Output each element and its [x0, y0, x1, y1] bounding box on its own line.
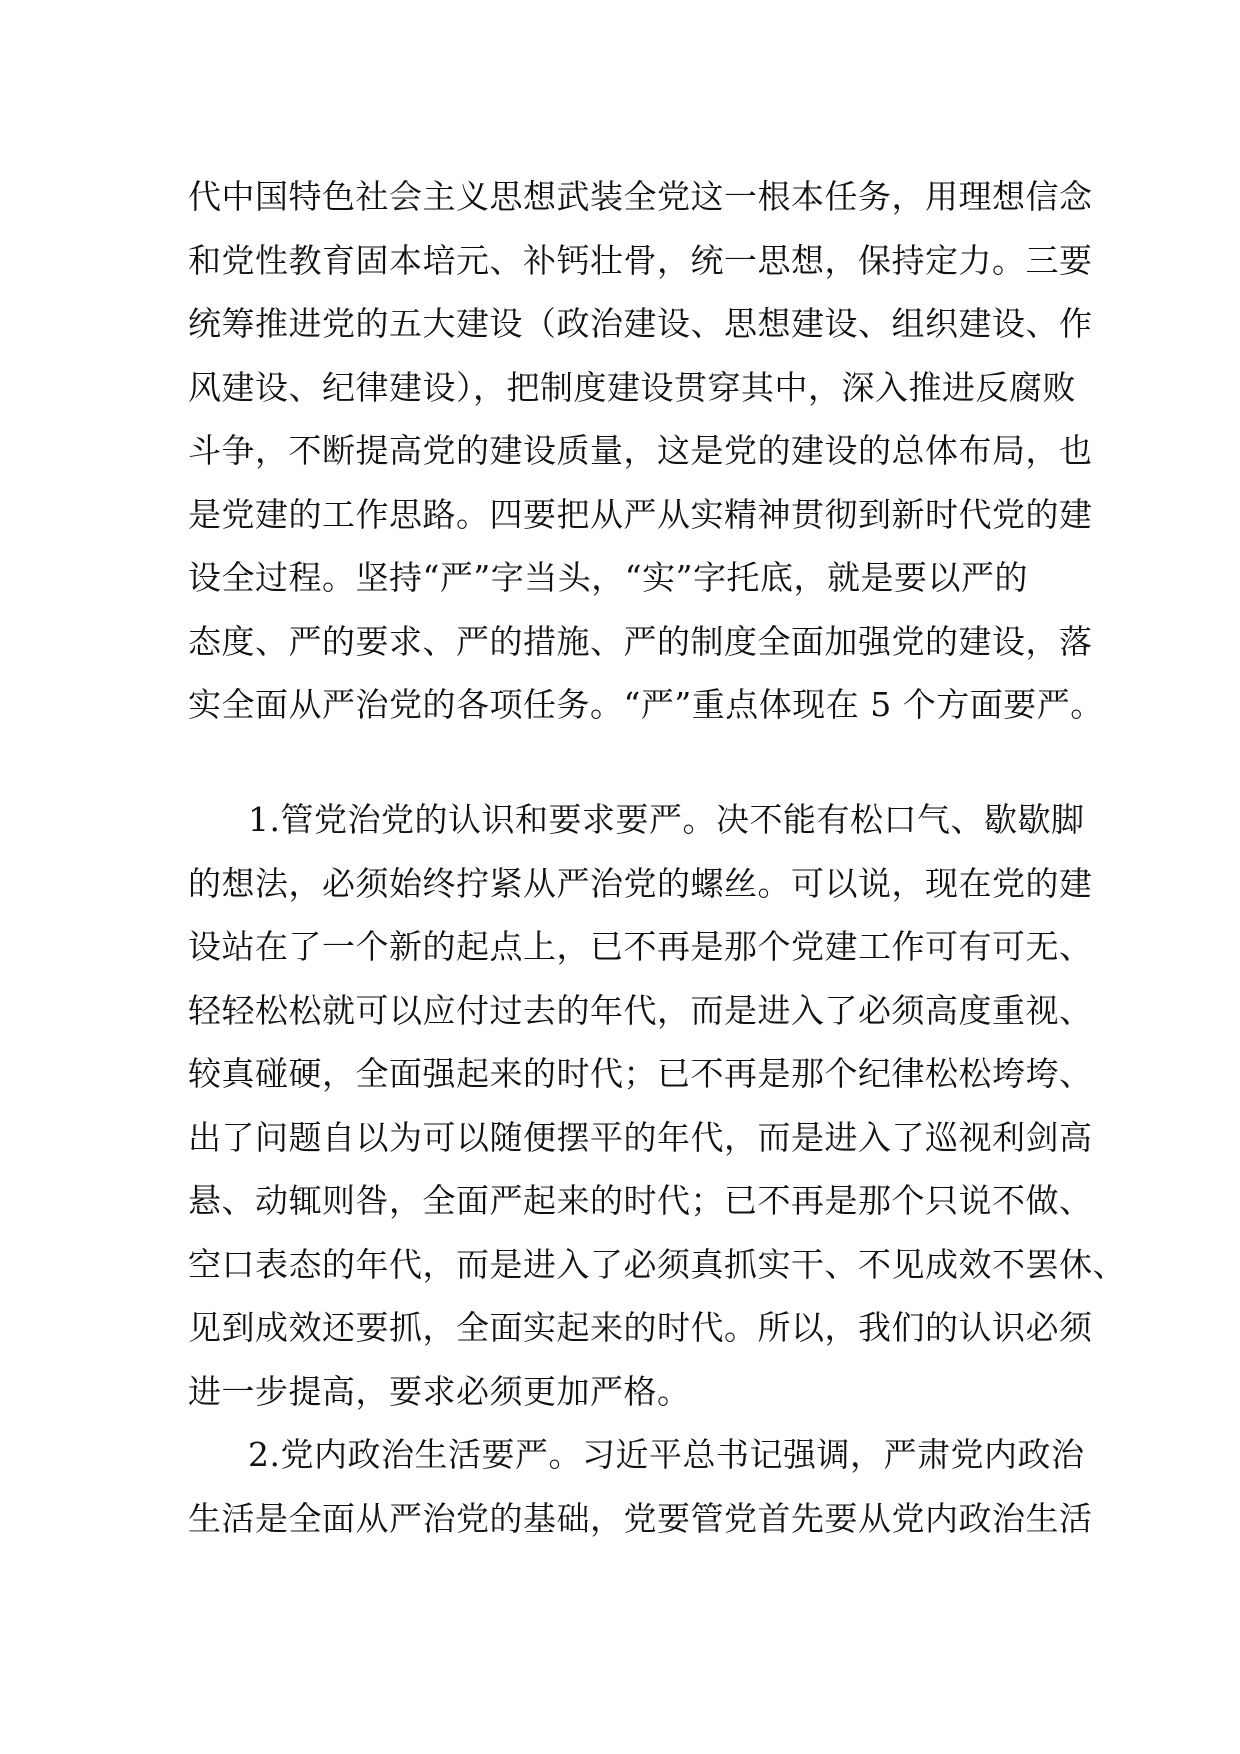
paragraph-line: 轻轻松松就可以应付过去的年代，而是进入了必须高度重视、 — [188, 990, 1093, 1030]
paragraph-line: 斗争，不断提高党的建设质量，这是党的建设的总体布局，也 — [188, 431, 1093, 470]
paragraph-line: 设全过程。坚持“严”字当头，“实”字托底，就是要以严的 — [188, 558, 1028, 597]
paragraph-line: 见到成效还要抓，全面实起来的时代。所以，我们的认识必须 — [188, 1308, 1093, 1347]
paragraph-line: 代中国特色社会主义思想武装全党这一根本任务，用理想信念 — [188, 177, 1093, 216]
paragraph-line: 统筹推进党的五大建设（政治建设、思想建设、组织建设、作 — [188, 304, 1093, 343]
paragraph-1 — [188, 165, 1104, 737]
paragraph-line: 风建设、纪律建设），把制度建设贯穿其中，深入推进反腐败 — [188, 367, 1076, 407]
paragraph-line: 态度、严的要求、严的措施、严的制度全面加强党的建设，落 — [188, 621, 1093, 661]
paragraph-line: 进一步提高，要求必须更加严格。 — [188, 1371, 691, 1411]
paragraph-line: 较真碰硬，全面强起来的时代；已不再是那个纪律松松垮垮、 — [188, 1054, 1093, 1093]
paragraph-line: 悬、动辄则咎，全面严起来的时代；已不再是那个只说不做、 — [188, 1181, 1093, 1220]
paragraph-line: 1.管党治党的认识和要求要严。决不能有松口气、歇歇脚 — [248, 800, 1085, 839]
paragraph-line: 生活是全面从严治党的基础，党要管党首先要从党内政治生活 — [188, 1498, 1093, 1538]
paragraph-line: 空口表态的年代，而是进入了必须真抓实干、不见成效不罢休、 — [188, 1244, 1126, 1284]
paragraph-2-and-3 — [188, 788, 1126, 1550]
paragraph-line: 设站在了一个新的起点上，已不再是那个党建工作可有可无、 — [188, 927, 1093, 966]
paragraph-line: 2.党内政治生活要严。习近平总书记强调，严肃党内政治 — [248, 1435, 1085, 1474]
paragraph-line: 和党性教育固本培元、补钙壮骨，统一思想，保持定力。三要 — [188, 240, 1093, 280]
paragraph-line: 是党建的工作思路。四要把从严从实精神贯彻到新时代党的建 — [188, 494, 1093, 534]
paragraph-line: 出了问题自以为可以随便摆平的年代，而是进入了巡视利剑高 — [188, 1117, 1093, 1157]
paragraph-line: 的想法，必须始终拧紧从严治党的螺丝。可以说，现在党的建 — [188, 863, 1093, 903]
paragraph-line: 实全面从严治党的各项任务。“严”重点体现在 5 个方面要严。 — [188, 685, 1104, 724]
